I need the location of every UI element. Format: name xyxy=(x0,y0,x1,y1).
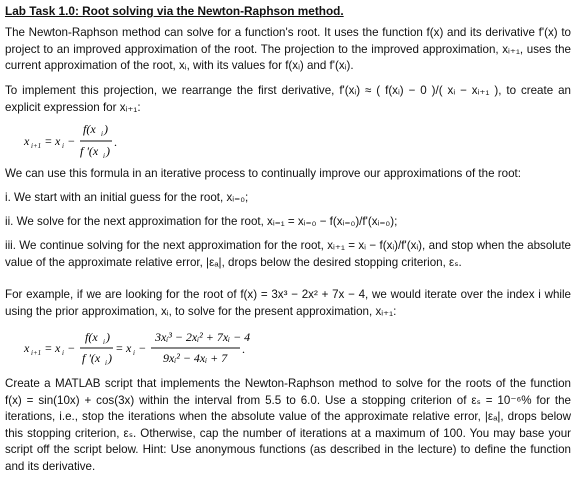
newton-raphson-formula xyxy=(0,118,160,162)
eq2-numerator-poly: 3xᵢ³ − 2xᵢ² + 7xᵢ − 4 xyxy=(155,330,251,344)
eq2-denominator: f '(x xyxy=(82,351,101,365)
implement-paragraph: To implement this projection, we rearrange the first derivative, f'(xᵢ) ≈ ( f(xᵢ) − 0 )/( xᵢ − xᵢ₊₁ ), to create an explicit expression for xᵢ₊₁: xyxy=(5,84,571,114)
eq2-rhs2-sub: i xyxy=(133,349,135,357)
eq2-lhs: x xyxy=(24,341,30,355)
step-one: i. We start with an initial guess for the root, xᵢ₌₀; xyxy=(5,191,249,204)
eq1-denominator-close: ) xyxy=(106,144,110,158)
eq2-numerator-sub: i xyxy=(103,338,105,346)
eq2-minus-b: − xyxy=(139,341,146,355)
eq1-numerator: f(x xyxy=(83,122,96,136)
eq2-period: . xyxy=(242,342,245,356)
eq1-rhs-var: x xyxy=(55,134,61,148)
eq1-minus: − xyxy=(68,134,75,148)
page-title: Lab Task 1.0: Root solving via the Newton-Raphson method. xyxy=(5,4,344,18)
eq1-lhs-sub: i+1 xyxy=(31,142,42,150)
iterative-paragraph: We can use this formula in an iterative process to continually improve our approximations of the root: xyxy=(5,167,521,180)
eq2-numerator: f(x xyxy=(85,330,98,344)
eq1-denominator: f '(x xyxy=(80,144,99,158)
step-three: iii. We continue solving for the next approximation for the root, xᵢ₊₁ = xᵢ − f(xᵢ)/f'(xᵢ), and stop when the absolute value of the approximate relative error, |εₐ|, drops below the desired stopping criterion, εₛ. xyxy=(5,239,571,269)
eq1-rhs-sub: i xyxy=(62,142,64,150)
eq1-denominator-sub: i xyxy=(103,152,105,160)
eq2-denominator-poly: 9xᵢ² − 4xᵢ + 7 xyxy=(163,351,228,365)
eq1-numerator-close: ) xyxy=(104,122,108,136)
eq2-equals-b: = xyxy=(116,341,123,355)
eq2-rhs2-var: x xyxy=(126,341,132,355)
eq2-denominator-sub: i xyxy=(105,359,107,367)
eq2-equals: = xyxy=(45,341,52,355)
eq2-lhs-sub: i+1 xyxy=(31,349,42,357)
eq1-equals: = xyxy=(45,134,52,148)
eq1-period: . xyxy=(114,135,117,149)
eq2-rhs-sub: i xyxy=(62,349,64,357)
eq2-denominator-close: ) xyxy=(108,351,112,365)
example-iteration-formula xyxy=(0,326,280,370)
eq2-rhs-var: x xyxy=(55,341,61,355)
eq2-minus: − xyxy=(68,341,75,355)
task-paragraph: Create a MATLAB script that implements the Newton-Raphson method to solve for the roots of the function f(x) = sin(10x) + cos(3x) within the interval from 5.5 to 6.0. Use a stopping criterion of εₛ = 10⁻⁶% for the iterations, i.e., stop the iterations when the absolute value of the approximate relative error, |εₐ|, drops below this stopping criterion, εₛ. Otherwise, cap the number of iterations at a maximum of 100. You may base your script off the script below. Hint: Use anonymous functions (as described in the lecture) to define the function and its derivative. xyxy=(5,377,571,473)
eq2-numerator-close: ) xyxy=(106,330,110,344)
example-paragraph: For example, if we are looking for the root of f(x) = 3x³ − 2x² + 7x − 4, we would iterate over the index i while using the prior approximation, xᵢ, to solve for the present approximation, xᵢ₊₁: xyxy=(5,288,571,318)
eq1-numerator-sub: i xyxy=(101,130,103,138)
intro-paragraph: The Newton-Raphson method can solve for a function's root. It uses the function f(x) and its derivative f'(x) to project to an improved approximation of the root. The projection to the improved approximation, xᵢ₊₁, uses the current approximation of the root, xᵢ, with its values for f(xᵢ) and f'(xᵢ). xyxy=(5,26,571,72)
step-two: ii. We solve for the next approximation for the root, xᵢ₌₁ = xᵢ₌₀ − f(xᵢ₌₀)/f'(xᵢ₌₀); xyxy=(5,215,398,228)
eq1-lhs: x xyxy=(24,134,30,148)
